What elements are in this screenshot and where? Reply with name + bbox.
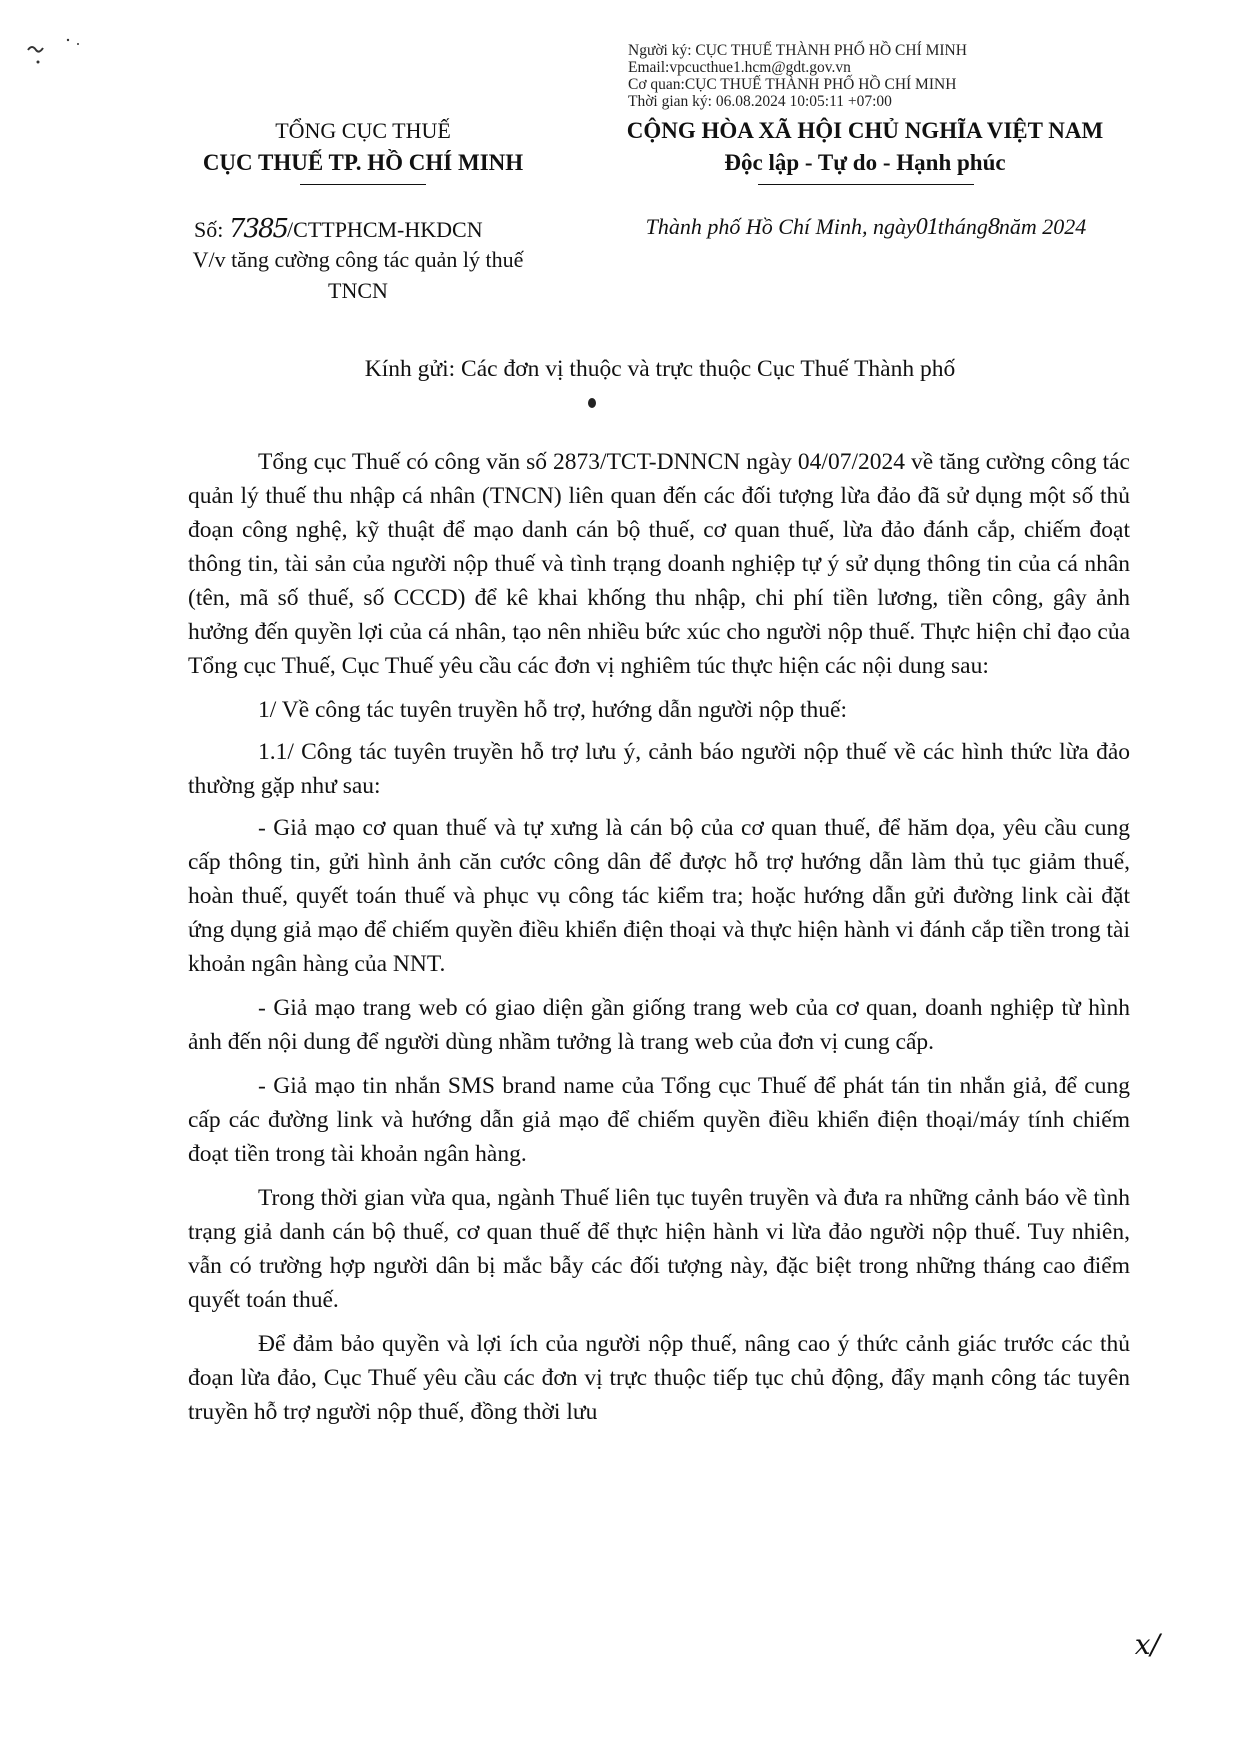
paragraph-fraud-type-1: - Giả mạo cơ quan thuế và tự xưng là cán bộ của cơ quan thuế, để hăm dọa, yêu cầu cung cấp thông tin, gửi hình ảnh căn cước công dân để được hỗ trợ hướng dẫn làm thủ tục giảm thuế, hoàn thuế, quyết toán thuế và phục vụ công tác kiểm tra; hoặc hướng dẫn gửi đường link cài đặt ứng dụng giả mạo để chiếm quyền điều khiển điện thoại và thực hiện hành vi đánh cắp tiền trong tài khoản ngân hàng của NNT. bbox=[188, 815, 1130, 977]
issuing-agency: CỤC THUẾ TP. HỒ CHÍ MINH bbox=[202, 150, 524, 175]
place-and-date bbox=[590, 214, 1142, 241]
month-handwritten: 8 bbox=[987, 214, 999, 240]
paragraph-situation: Trong thời gian vừa qua, ngành Thuế liên tục tuyên truyền và đưa ra những cảnh báo về tình trạng giả danh cán bộ thuế, cơ quan thuế để thực hiện hành vi lừa đảo người nộp thuế. Tuy nhiên, vẫn có trường hợp người dân bị mắc bẫy các đối tượng này, đặc biệt trong những tháng cao điểm quyết toán thuế. bbox=[188, 1185, 1130, 1313]
document-subject: V/v tăng cường công tác quản lý thuế TNCN bbox=[192, 247, 524, 303]
document-number bbox=[194, 214, 483, 244]
signature-email: Email:vpcucthue1.hcm@gdt.gov.vn bbox=[628, 59, 851, 76]
handwritten-page-mark: x/ bbox=[1134, 1628, 1160, 1661]
scan-speck-mark bbox=[20, 28, 90, 78]
signature-signer: Người ký: CỤC THUẾ THÀNH PHỐ HỒ CHÍ MINH bbox=[628, 42, 967, 59]
paragraph-fraud-type-3: - Giả mạo tin nhắn SMS brand name của Tổng cục Thuế để phát tán tin nhắn giả, để cung cấp các đường link và hướng dẫn giả mạo để chiếm quyền điều khiển điện thoại/máy tính chiếm đoạt tiền trong tài khoản ngân hàng. bbox=[188, 1073, 1130, 1167]
paragraph-intro: Tổng cục Thuế có công văn số 2873/TCT-DNNCN ngày 04/07/2024 về tăng cường công tác quản lý thuế thu nhập cá nhân (TNCN) liên quan đến các đối tượng lừa đảo đã sử dụng một số thủ đoạn công nghệ, kỹ thuật để mạo danh cán bộ thuế, cơ quan thuế, lừa đảo đánh cắp, chiếm đoạt thông tin, tài sản của người nộp thuế và tình trạng doanh nghiệp tự ý sử dụng thông tin của cá nhân (tên, mã số thuế, số CCCD) để kê khai khống thu nhập, chi phí tiền lương, tiền công, gây ảnh hưởng đến quyền lợi của cá nhân, tạo nên nhiều bức xúc cho người nộp thuế. Thực hiện chỉ đạo của Tổng cục Thuế, Cục Thuế yêu cầu các đơn vị nghiêm túc thực hiện các nội dung sau: bbox=[188, 449, 1130, 679]
doc-number-suffix: /CTTPHCM-HKDCN bbox=[287, 217, 483, 242]
parent-agency: TỔNG CỤC THUẾ bbox=[275, 118, 451, 143]
letter-body bbox=[188, 445, 1130, 1439]
agency-underline bbox=[300, 184, 426, 185]
place-prefix: Thành phố Hồ Chí Minh, ngày bbox=[645, 214, 916, 239]
doc-number-handwritten: 7385 bbox=[228, 214, 288, 244]
year-label: năm 2024 bbox=[998, 214, 1087, 239]
paragraph-section-1-1: 1.1/ Công tác tuyên truyền hỗ trợ lưu ý, cảnh báo người nộp thuế về các hình thức lừa đảo thường gặp như sau: bbox=[188, 739, 1130, 799]
recipient-line: Kính gửi: Các đơn vị thuộc và trực thuộc Cục Thuế Thành phố bbox=[364, 356, 956, 382]
motto-underline bbox=[758, 184, 974, 185]
nation-title: CỘNG HÒA XÃ HỘI CHỦ NGHĨA VIỆT NAM bbox=[626, 118, 1104, 143]
month-label: tháng bbox=[937, 214, 988, 239]
signature-agency: Cơ quan:CỤC THUẾ THÀNH PHỐ HỒ CHÍ MINH bbox=[628, 76, 957, 93]
digital-signature-block bbox=[628, 42, 967, 110]
paragraph-fraud-type-2: - Giả mạo trang web có giao diện gần giống trang web của cơ quan, doanh nghiệp từ hình ảnh đến nội dung để người dùng nhầm tưởng là trang web của đơn vị cung cấp. bbox=[188, 995, 1130, 1055]
national-motto: Độc lập - Tự do - Hạnh phúc bbox=[724, 150, 1006, 175]
signature-time: Thời gian ký: 06.08.2024 10:05:11 +07:00 bbox=[628, 93, 892, 110]
paragraph-request: Để đảm bảo quyền và lợi ích của người nộp thuế, nâng cao ý thức cảnh giác trước các thủ đoạn lừa đảo, Cục Thuế yêu cầu các đơn vị trực thuộc tiếp tục chủ động, đẩy mạnh công tác tuyên truyền hỗ trợ người nộp thuế, đồng thời lưu bbox=[188, 1331, 1130, 1425]
scan-dot bbox=[588, 398, 596, 408]
day-handwritten: 01 bbox=[915, 214, 938, 240]
paragraph-section-1: 1/ Về công tác tuyên truyền hỗ trợ, hướng dẫn người nộp thuế: bbox=[258, 697, 848, 723]
doc-number-prefix: Số: bbox=[194, 217, 224, 242]
